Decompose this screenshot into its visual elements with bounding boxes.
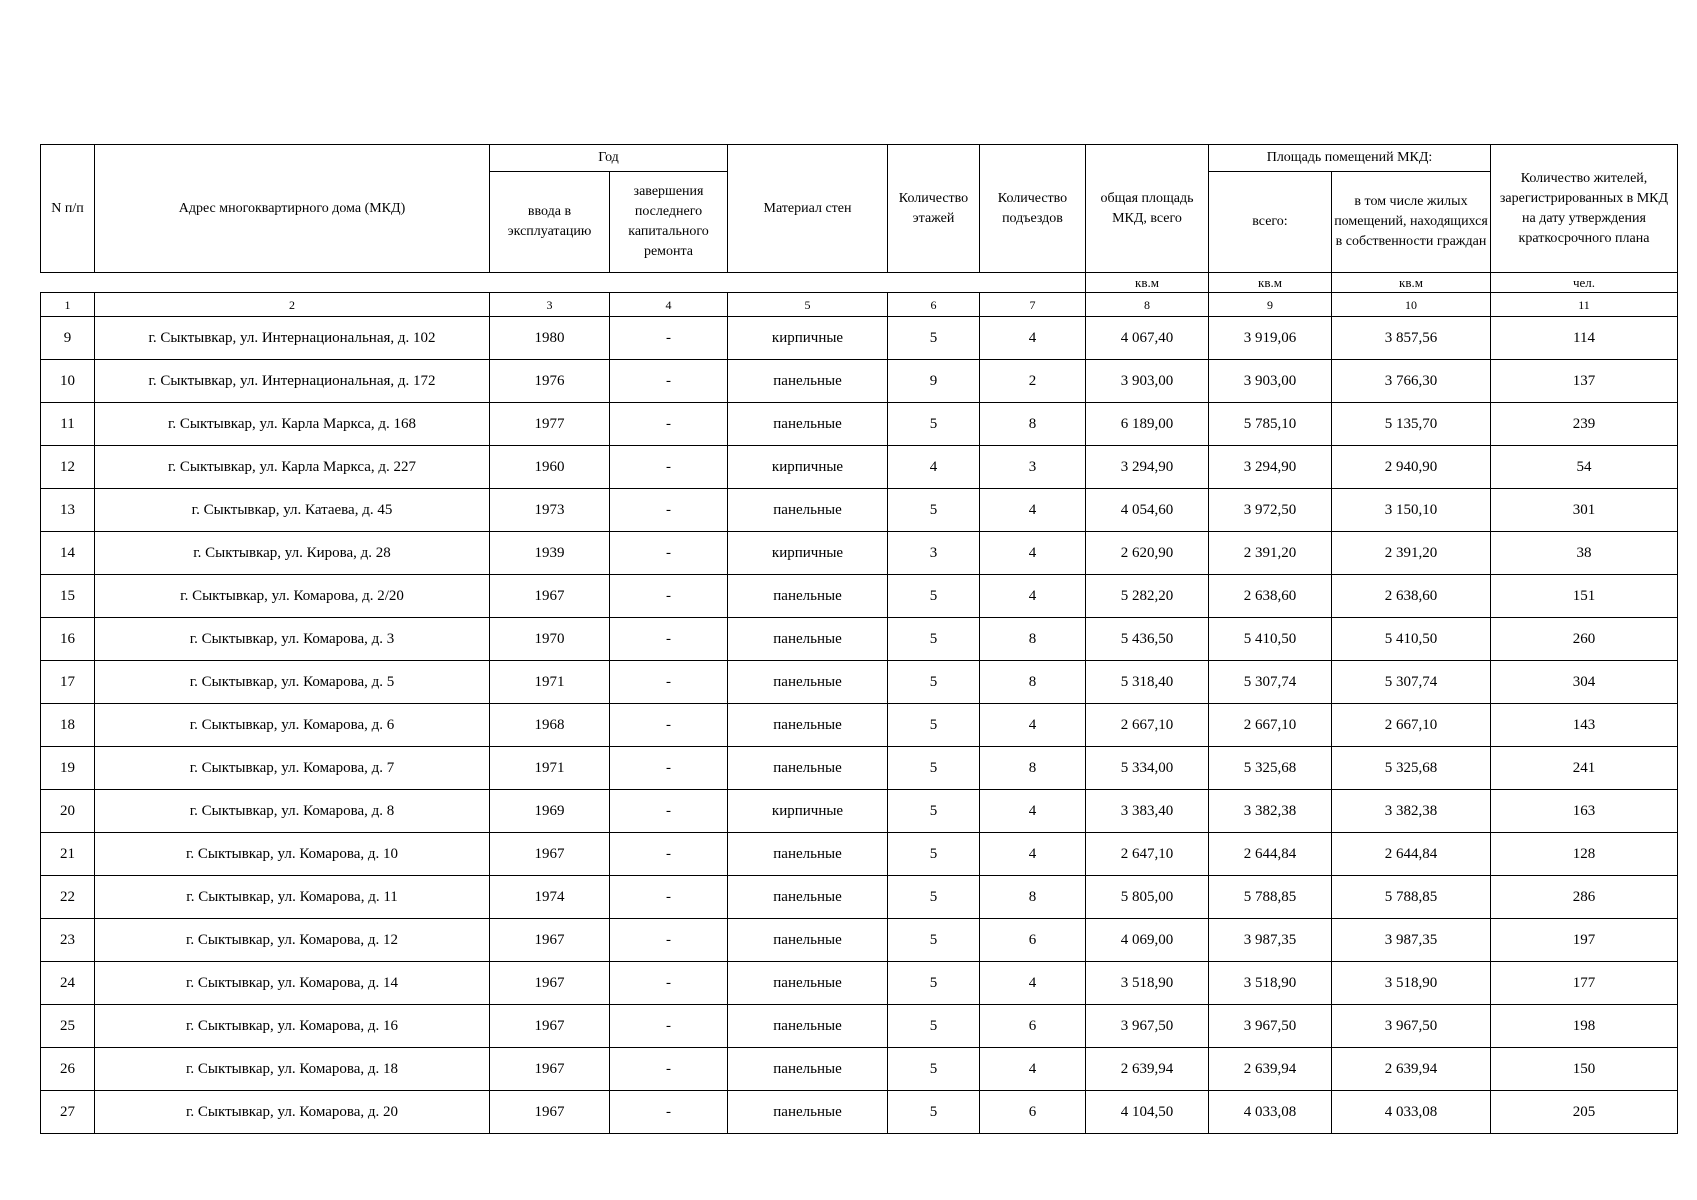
year-repair-cell: - (610, 790, 728, 833)
row-number: 13 (41, 489, 95, 532)
year-repair-cell: - (610, 833, 728, 876)
premises-total-cell: 2 667,10 (1209, 704, 1332, 747)
total-area-cell: 3 518,90 (1086, 962, 1209, 1005)
row-number: 10 (41, 360, 95, 403)
year-repair-cell: - (610, 489, 728, 532)
floors-cell: 5 (888, 489, 980, 532)
entrances-cell: 8 (980, 403, 1086, 446)
premises-total-cell: 2 391,20 (1209, 532, 1332, 575)
entrances-cell: 4 (980, 704, 1086, 747)
residents-cell: 128 (1491, 833, 1678, 876)
entrances-cell: 8 (980, 661, 1086, 704)
total-area-cell: 5 282,20 (1086, 575, 1209, 618)
floors-cell: 5 (888, 833, 980, 876)
row-number: 16 (41, 618, 95, 661)
unit-premises-residential: кв.м (1332, 273, 1491, 293)
address-cell: г. Сыктывкар, ул. Комарова, д. 12 (95, 919, 490, 962)
table-row (41, 962, 1678, 1005)
floors-cell: 5 (888, 403, 980, 446)
row-number: 25 (41, 1005, 95, 1048)
premises-total-cell: 4 033,08 (1209, 1091, 1332, 1134)
year-repair-cell: - (610, 747, 728, 790)
year-commission-cell: 1967 (490, 1091, 610, 1134)
year-commission-cell: 1960 (490, 446, 610, 489)
floors-cell: 5 (888, 1005, 980, 1048)
unit-residents: чел. (1491, 273, 1678, 293)
wall-material-cell: панельные (728, 489, 888, 532)
premises-total-cell: 3 382,38 (1209, 790, 1332, 833)
table-row (41, 360, 1678, 403)
wall-material-cell: панельные (728, 919, 888, 962)
address-cell: г. Сыктывкар, ул. Катаева, д. 45 (95, 489, 490, 532)
total-area-cell: 4 054,60 (1086, 489, 1209, 532)
row-number: 26 (41, 1048, 95, 1091)
year-commission-cell: 1980 (490, 317, 610, 360)
address-cell: г. Сыктывкар, ул. Комарова, д. 16 (95, 1005, 490, 1048)
premises-residential-cell: 4 033,08 (1332, 1091, 1491, 1134)
wall-material-cell: кирпичные (728, 790, 888, 833)
year-repair-cell: - (610, 962, 728, 1005)
floors-cell: 5 (888, 790, 980, 833)
column-number: 11 (1491, 293, 1678, 317)
premises-total-cell: 5 325,68 (1209, 747, 1332, 790)
premises-residential-cell: 5 325,68 (1332, 747, 1491, 790)
year-repair-cell: - (610, 1005, 728, 1048)
address-cell: г. Сыктывкар, ул. Карла Маркса, д. 168 (95, 403, 490, 446)
column-number: 7 (980, 293, 1086, 317)
table-body (41, 317, 1678, 1134)
year-repair-cell: - (610, 1048, 728, 1091)
address-cell: г. Сыктывкар, ул. Комарова, д. 6 (95, 704, 490, 747)
wall-material-cell: панельные (728, 575, 888, 618)
residents-cell: 38 (1491, 532, 1678, 575)
year-commission-cell: 1968 (490, 704, 610, 747)
total-area-cell: 2 647,10 (1086, 833, 1209, 876)
residents-cell: 198 (1491, 1005, 1678, 1048)
wall-material-cell: панельные (728, 704, 888, 747)
premises-total-cell: 3 972,50 (1209, 489, 1332, 532)
residents-cell: 137 (1491, 360, 1678, 403)
entrances-cell: 4 (980, 575, 1086, 618)
premises-residential-cell: 3 382,38 (1332, 790, 1491, 833)
entrances-cell: 4 (980, 790, 1086, 833)
total-area-cell: 5 805,00 (1086, 876, 1209, 919)
row-number: 24 (41, 962, 95, 1005)
column-number: 8 (1086, 293, 1209, 317)
header-premises-total: всего: (1209, 172, 1332, 273)
column-number: 1 (41, 293, 95, 317)
row-number: 18 (41, 704, 95, 747)
unit-total-area: кв.м (1086, 273, 1209, 293)
table-row (41, 919, 1678, 962)
year-commission-cell: 1967 (490, 833, 610, 876)
total-area-cell: 6 189,00 (1086, 403, 1209, 446)
unit-premises-total: кв.м (1209, 273, 1332, 293)
housing-table (40, 144, 1678, 1134)
row-number: 15 (41, 575, 95, 618)
total-area-cell: 3 903,00 (1086, 360, 1209, 403)
total-area-cell: 5 436,50 (1086, 618, 1209, 661)
table-row (41, 876, 1678, 919)
total-area-cell: 4 067,40 (1086, 317, 1209, 360)
wall-material-cell: панельные (728, 876, 888, 919)
premises-total-cell: 3 919,06 (1209, 317, 1332, 360)
premises-residential-cell: 3 766,30 (1332, 360, 1491, 403)
column-number: 6 (888, 293, 980, 317)
address-cell: г. Сыктывкар, ул. Комарова, д. 2/20 (95, 575, 490, 618)
table-row (41, 446, 1678, 489)
wall-material-cell: панельные (728, 747, 888, 790)
premises-total-cell: 5 788,85 (1209, 876, 1332, 919)
premises-total-cell: 3 518,90 (1209, 962, 1332, 1005)
wall-material-cell: панельные (728, 1005, 888, 1048)
premises-residential-cell: 3 518,90 (1332, 962, 1491, 1005)
address-cell: г. Сыктывкар, ул. Комарова, д. 11 (95, 876, 490, 919)
wall-material-cell: панельные (728, 360, 888, 403)
premises-total-cell: 3 903,00 (1209, 360, 1332, 403)
wall-material-cell: кирпичные (728, 317, 888, 360)
year-repair-cell: - (610, 360, 728, 403)
residents-cell: 197 (1491, 919, 1678, 962)
table-row (41, 618, 1678, 661)
year-commission-cell: 1977 (490, 403, 610, 446)
floors-cell: 5 (888, 876, 980, 919)
premises-residential-cell: 2 639,94 (1332, 1048, 1491, 1091)
year-repair-cell: - (610, 876, 728, 919)
header-residents: Количество жителей, зарегистрированных в МКД на дату утверждения краткосрочного плана (1491, 145, 1678, 273)
year-commission-cell: 1971 (490, 661, 610, 704)
column-number: 5 (728, 293, 888, 317)
table-row (41, 747, 1678, 790)
year-repair-cell: - (610, 532, 728, 575)
year-commission-cell: 1967 (490, 919, 610, 962)
year-repair-cell: - (610, 1091, 728, 1134)
year-repair-cell: - (610, 618, 728, 661)
address-cell: г. Сыктывкар, ул. Комарова, д. 8 (95, 790, 490, 833)
address-cell: г. Сыктывкар, ул. Интернациональная, д. 102 (95, 317, 490, 360)
floors-cell: 4 (888, 446, 980, 489)
entrances-cell: 4 (980, 1048, 1086, 1091)
premises-total-cell: 5 785,10 (1209, 403, 1332, 446)
total-area-cell: 3 294,90 (1086, 446, 1209, 489)
entrances-cell: 4 (980, 317, 1086, 360)
header-total-area: общая площадь МКД, всего (1086, 145, 1209, 273)
year-commission-cell: 1974 (490, 876, 610, 919)
address-cell: г. Сыктывкар, ул. Комарова, д. 3 (95, 618, 490, 661)
entrances-cell: 4 (980, 489, 1086, 532)
year-repair-cell: - (610, 661, 728, 704)
table-row (41, 317, 1678, 360)
wall-material-cell: кирпичные (728, 446, 888, 489)
table-row (41, 575, 1678, 618)
year-commission-cell: 1967 (490, 575, 610, 618)
row-number: 22 (41, 876, 95, 919)
wall-material-cell: панельные (728, 403, 888, 446)
column-number-row (41, 293, 1678, 317)
row-number: 12 (41, 446, 95, 489)
premises-residential-cell: 5 410,50 (1332, 618, 1491, 661)
premises-residential-cell: 2 391,20 (1332, 532, 1491, 575)
year-commission-cell: 1967 (490, 962, 610, 1005)
entrances-cell: 4 (980, 962, 1086, 1005)
header-year-commission: ввода в эксплуатацию (490, 172, 610, 273)
total-area-cell: 5 318,40 (1086, 661, 1209, 704)
floors-cell: 5 (888, 618, 980, 661)
row-number: 14 (41, 532, 95, 575)
premises-total-cell: 2 639,94 (1209, 1048, 1332, 1091)
address-cell: г. Сыктывкар, ул. Интернациональная, д. 172 (95, 360, 490, 403)
table-row (41, 661, 1678, 704)
premises-residential-cell: 3 857,56 (1332, 317, 1491, 360)
address-cell: г. Сыктывкар, ул. Кирова, д. 28 (95, 532, 490, 575)
row-number: 20 (41, 790, 95, 833)
table-row (41, 704, 1678, 747)
total-area-cell: 2 667,10 (1086, 704, 1209, 747)
floors-cell: 5 (888, 317, 980, 360)
table-row (41, 489, 1678, 532)
total-area-cell: 2 639,94 (1086, 1048, 1209, 1091)
row-number: 21 (41, 833, 95, 876)
entrances-cell: 4 (980, 532, 1086, 575)
year-repair-cell: - (610, 403, 728, 446)
premises-total-cell: 2 638,60 (1209, 575, 1332, 618)
premises-total-cell: 3 294,90 (1209, 446, 1332, 489)
entrances-cell: 6 (980, 1005, 1086, 1048)
floors-cell: 3 (888, 532, 980, 575)
total-area-cell: 3 383,40 (1086, 790, 1209, 833)
table-row (41, 833, 1678, 876)
column-number: 9 (1209, 293, 1332, 317)
floors-cell: 5 (888, 575, 980, 618)
header-entrances: Количество подъездов (980, 145, 1086, 273)
premises-total-cell: 3 967,50 (1209, 1005, 1332, 1048)
floors-cell: 5 (888, 1048, 980, 1091)
year-commission-cell: 1939 (490, 532, 610, 575)
residents-cell: 114 (1491, 317, 1678, 360)
row-number: 27 (41, 1091, 95, 1134)
row-number: 17 (41, 661, 95, 704)
residents-cell: 301 (1491, 489, 1678, 532)
entrances-cell: 6 (980, 1091, 1086, 1134)
column-number: 2 (95, 293, 490, 317)
floors-cell: 5 (888, 661, 980, 704)
year-commission-cell: 1973 (490, 489, 610, 532)
residents-cell: 239 (1491, 403, 1678, 446)
header-premises-residential: в том числе жилых помещений, находящихся в собственности граждан (1332, 172, 1491, 273)
wall-material-cell: панельные (728, 962, 888, 1005)
wall-material-cell: кирпичные (728, 532, 888, 575)
premises-residential-cell: 3 967,50 (1332, 1005, 1491, 1048)
year-repair-cell: - (610, 446, 728, 489)
residents-cell: 143 (1491, 704, 1678, 747)
header-floors: Количество этажей (888, 145, 980, 273)
entrances-cell: 4 (980, 833, 1086, 876)
address-cell: г. Сыктывкар, ул. Комарова, д. 7 (95, 747, 490, 790)
premises-total-cell: 5 410,50 (1209, 618, 1332, 661)
premises-total-cell: 3 987,35 (1209, 919, 1332, 962)
year-commission-cell: 1970 (490, 618, 610, 661)
row-number: 19 (41, 747, 95, 790)
column-number: 3 (490, 293, 610, 317)
header-num: N п/п (41, 145, 95, 273)
table-row (41, 403, 1678, 446)
premises-residential-cell: 2 940,90 (1332, 446, 1491, 489)
residents-cell: 260 (1491, 618, 1678, 661)
column-number: 4 (610, 293, 728, 317)
wall-material-cell: панельные (728, 1048, 888, 1091)
table-row (41, 1048, 1678, 1091)
wall-material-cell: панельные (728, 661, 888, 704)
address-cell: г. Сыктывкар, ул. Комарова, д. 10 (95, 833, 490, 876)
entrances-cell: 8 (980, 876, 1086, 919)
address-cell: г. Сыктывкар, ул. Комарова, д. 18 (95, 1048, 490, 1091)
total-area-cell: 5 334,00 (1086, 747, 1209, 790)
year-repair-cell: - (610, 704, 728, 747)
premises-residential-cell: 2 638,60 (1332, 575, 1491, 618)
entrances-cell: 8 (980, 747, 1086, 790)
premises-total-cell: 2 644,84 (1209, 833, 1332, 876)
floors-cell: 5 (888, 747, 980, 790)
entrances-cell: 6 (980, 919, 1086, 962)
address-cell: г. Сыктывкар, ул. Комарова, д. 20 (95, 1091, 490, 1134)
header-wall-material: Материал стен (728, 145, 888, 273)
residents-cell: 241 (1491, 747, 1678, 790)
residents-cell: 151 (1491, 575, 1678, 618)
year-commission-cell: 1971 (490, 747, 610, 790)
address-cell: г. Сыктывкар, ул. Карла Маркса, д. 227 (95, 446, 490, 489)
premises-residential-cell: 3 987,35 (1332, 919, 1491, 962)
floors-cell: 5 (888, 919, 980, 962)
table-row (41, 1005, 1678, 1048)
premises-total-cell: 5 307,74 (1209, 661, 1332, 704)
row-number: 23 (41, 919, 95, 962)
total-area-cell: 3 967,50 (1086, 1005, 1209, 1048)
header-year-repair: завершения последнего капитального ремонта (610, 172, 728, 273)
header-address: Адрес многоквартирного дома (МКД) (95, 145, 490, 273)
floors-cell: 9 (888, 360, 980, 403)
entrances-cell: 8 (980, 618, 1086, 661)
premises-residential-cell: 5 307,74 (1332, 661, 1491, 704)
column-number: 10 (1332, 293, 1491, 317)
wall-material-cell: панельные (728, 833, 888, 876)
wall-material-cell: панельные (728, 618, 888, 661)
row-number: 11 (41, 403, 95, 446)
header-year: Год (490, 145, 728, 172)
total-area-cell: 4 069,00 (1086, 919, 1209, 962)
year-repair-cell: - (610, 575, 728, 618)
unit-spacer (41, 273, 1086, 293)
residents-cell: 286 (1491, 876, 1678, 919)
table-row (41, 790, 1678, 833)
premises-residential-cell: 5 135,70 (1332, 403, 1491, 446)
premises-residential-cell: 5 788,85 (1332, 876, 1491, 919)
entrances-cell: 3 (980, 446, 1086, 489)
year-repair-cell: - (610, 919, 728, 962)
premises-residential-cell: 2 644,84 (1332, 833, 1491, 876)
entrances-cell: 2 (980, 360, 1086, 403)
wall-material-cell: панельные (728, 1091, 888, 1134)
total-area-cell: 4 104,50 (1086, 1091, 1209, 1134)
address-cell: г. Сыктывкар, ул. Комарова, д. 14 (95, 962, 490, 1005)
year-repair-cell: - (610, 317, 728, 360)
residents-cell: 163 (1491, 790, 1678, 833)
residents-cell: 54 (1491, 446, 1678, 489)
header-premises-area: Площадь помещений МКД: (1209, 145, 1491, 172)
floors-cell: 5 (888, 1091, 980, 1134)
year-commission-cell: 1967 (490, 1048, 610, 1091)
residents-cell: 150 (1491, 1048, 1678, 1091)
table-row (41, 532, 1678, 575)
floors-cell: 5 (888, 704, 980, 747)
year-commission-cell: 1969 (490, 790, 610, 833)
premises-residential-cell: 3 150,10 (1332, 489, 1491, 532)
residents-cell: 205 (1491, 1091, 1678, 1134)
total-area-cell: 2 620,90 (1086, 532, 1209, 575)
residents-cell: 177 (1491, 962, 1678, 1005)
floors-cell: 5 (888, 962, 980, 1005)
year-commission-cell: 1976 (490, 360, 610, 403)
residents-cell: 304 (1491, 661, 1678, 704)
year-commission-cell: 1967 (490, 1005, 610, 1048)
table-row (41, 1091, 1678, 1134)
premises-residential-cell: 2 667,10 (1332, 704, 1491, 747)
address-cell: г. Сыктывкар, ул. Комарова, д. 5 (95, 661, 490, 704)
row-number: 9 (41, 317, 95, 360)
